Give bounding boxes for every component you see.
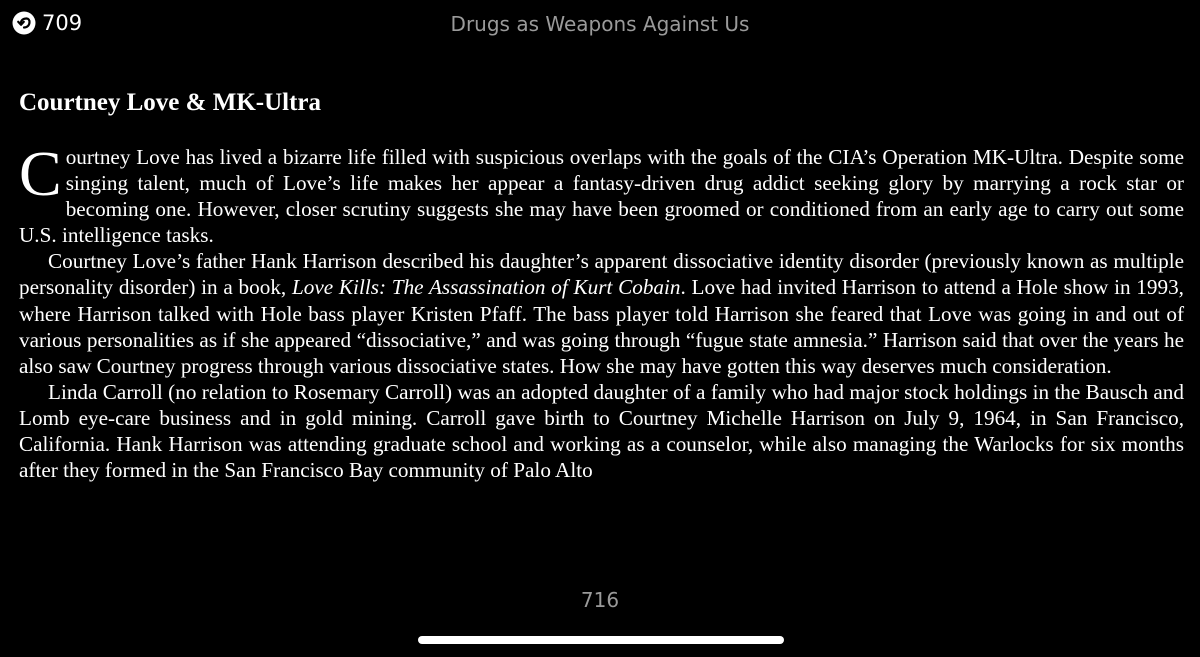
chapter-heading: Courtney Love & MK-Ultra [19,89,322,116]
book-title: Drugs as Weapons Against Us [450,12,750,36]
page-number: 716 [580,588,620,612]
book-title-italic: Love Kills: The Assassination of Kurt Cobain [291,275,681,300]
page-content [19,86,1184,483]
back-to-page-button[interactable] [12,11,82,35]
paragraph-3: Linda Carroll (no relation to Rosemary Carroll) was an adopted daughter of a family who had major stock holdings in the Bausch and Lomb eye-care business and in gold mining. Carroll gave birth to Courtney Michelle Harrison on July 9, 1964, in San Francisco, California. Hank Harrison was attending graduate school and working as a counselor, while also managing the Warlocks for six months after they formed in the San Francisco Bay community of Palo Alto [19,379,1184,483]
back-page-number: 709 [42,11,83,35]
top-bar [0,0,1200,50]
back-arrow-circle-icon [12,11,36,35]
paragraph-2-text-before: Courtney Love’s father Hank Harrison described his daughter’s apparent dissociative identity disorder (previously known as multiple personality disorder) in a book, [19,249,1184,300]
paragraph-2 [19,248,1184,378]
paragraph-1-text: ourtney Love has lived a bizarre life filled with suspicious overlaps with the goals of the CIA’s Operation MK-Ultra. Despite some singing talent, much of Love’s life makes her appear a fantasy-driven drug addict seeking glory by marrying a rock star or becoming one. However, closer scrutiny suggests she may have been groomed or conditioned from an early age to carry out some U.S. intelligence tasks. [19,145,1184,248]
paragraph-1 [19,138,1184,248]
home-indicator[interactable] [418,636,784,644]
drop-cap: C [19,138,62,209]
paragraph-2-text-after: . Love had invited Harrison to attend a Hole show in 1993, where Harrison talked with Hole bass player Kristen Pfaff. The bass player told Harrison she feared that Love was going in and out of various personalities as if she appeared “dissociative,” and was going through “fugue state amnesia.” Harrison said that over the years he also saw Courtney progress through various dissociative states. How she may have gotten this way deserves much consideration. [19,275,1184,378]
